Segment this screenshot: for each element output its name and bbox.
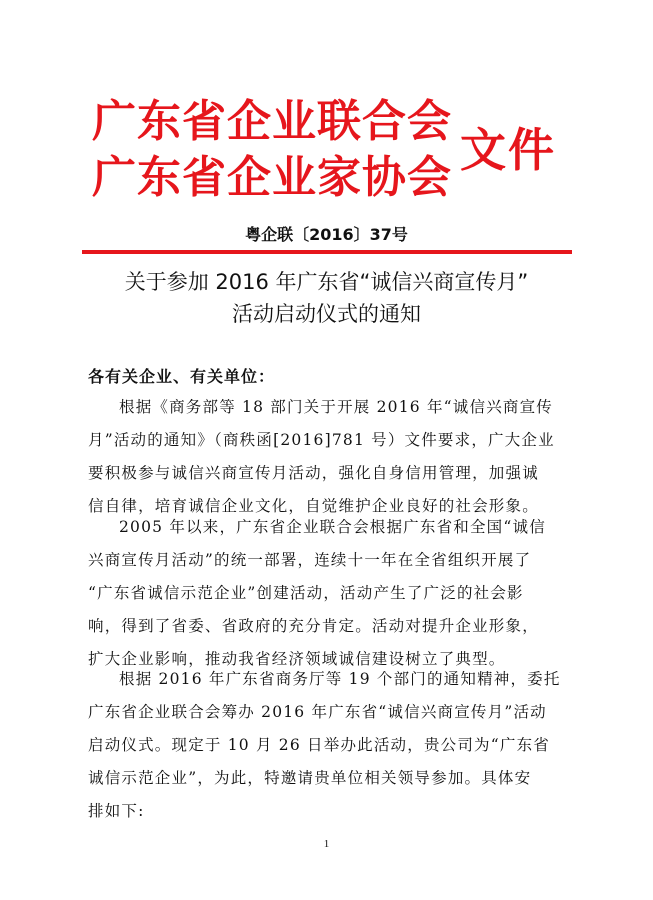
paragraph-line: 要积极参与诚信兴商宣传月活动，强化自身信用管理，加强诚 — [88, 464, 539, 482]
notice-title-line2: 活动启动仪式的通知 — [232, 302, 421, 326]
org-name-line1: 广东省企业联合会 — [92, 96, 452, 147]
paragraph-line: 扩大企业影响，推动我省经济领域诚信建设树立了典型。 — [88, 650, 506, 668]
notice-title-line1: 关于参加 2016 年广东省“诚信兴商宣传月” — [124, 270, 529, 294]
paragraph-line: 信自律，培育诚信企业文化，自觉维护企业良好的社会形象。 — [88, 497, 539, 515]
org-name-line2: 广东省企业家协会 — [92, 152, 452, 203]
paragraph-line: 启动仪式。现定于 10 月 26 日举办此活动，贵公司为“广东省 — [88, 736, 550, 754]
paragraph-line: 2005 年以来，广东省企业联合会根据广东省和全国“诚信 — [119, 518, 546, 536]
paragraph-line: 响，得到了省委、省政府的充分肯定。活动对提升企业形象， — [88, 617, 539, 635]
paragraph-line: 根据 2016 年广东省商务厅等 19 个部门的通知精神，委托 — [119, 670, 561, 688]
paragraph-line: 兴商宣传月活动”的统一部署，连续十一年在全省组织开展了 — [88, 551, 532, 569]
paragraph-line: 广东省企业联合会筹办 2016 年广东省“诚信兴商宣传月”活动 — [88, 703, 547, 721]
page-number: 1 — [323, 838, 330, 850]
paragraph-line: 根据《商务部等 18 部门关于开展 2016 年“诚信兴商宣传 — [119, 398, 554, 416]
paragraph-line: “广东省诚信示范企业”创建活动，活动产生了广泛的社会影 — [88, 584, 524, 602]
paragraph-line: 月”活动的通知》（商秩函[2016]781 号）文件要求，广大企业 — [88, 431, 555, 449]
paragraph-line: 诚信示范企业”，为此，特邀请贵单位相关领导参加。具体安 — [88, 769, 532, 787]
paragraph-2 — [88, 511, 568, 676]
paragraph-line: 排如下: — [88, 802, 145, 820]
paragraph-3 — [88, 663, 568, 828]
paragraph-1 — [88, 391, 568, 523]
salutation: 各有关企业、有关单位： — [88, 367, 276, 386]
doc-type-label: 文件 — [460, 123, 556, 177]
red-divider — [82, 250, 572, 254]
doc-number: 粤企联〔2016〕37号 — [245, 225, 408, 244]
